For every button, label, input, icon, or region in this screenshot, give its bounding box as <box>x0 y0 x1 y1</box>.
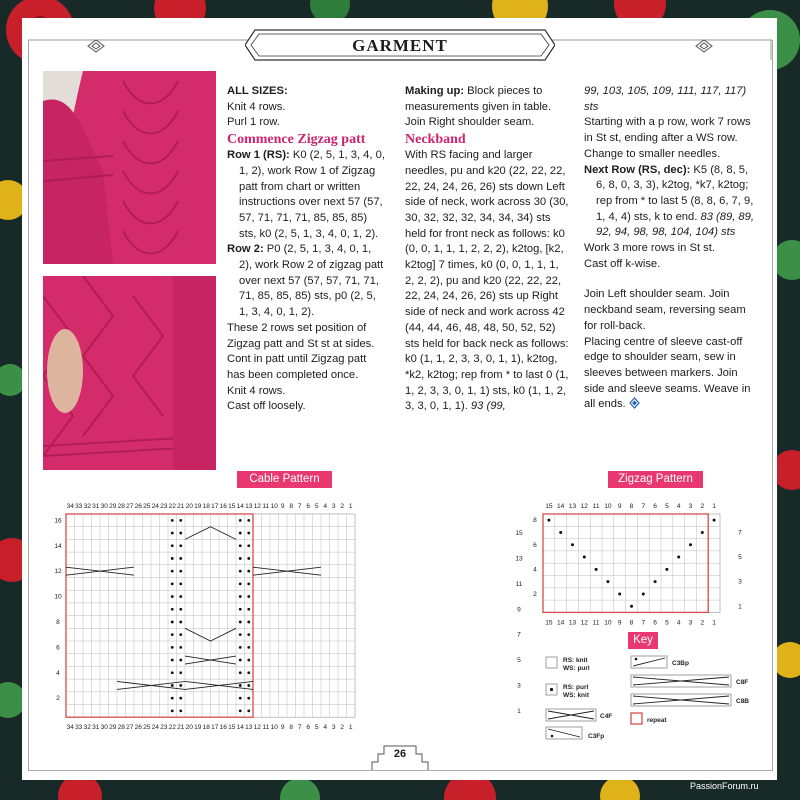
next-row-label: Next Row (RS, dec): <box>584 163 691 176</box>
cable-col-number-top: 32 <box>83 503 91 510</box>
purl-dot <box>247 519 250 522</box>
cable-row-number-right: 5 <box>517 657 521 665</box>
row1-text: K0 (2, 5, 1, 3, 4, 0, 1, 2), work Row 1 of Zigzag patt from chart or written instructions over next 57 (57, 57, 71, 71, 71, 85, 85, 85) sts, k0 (2, 5, 1, 3, 4, 0, 1, 2). <box>239 149 385 240</box>
purl-dot <box>239 608 242 611</box>
zigzag-dot <box>595 568 598 571</box>
cable-col-number-bottom: 5 <box>314 724 319 732</box>
purl-dot <box>247 532 250 535</box>
purl-dot <box>247 570 250 573</box>
key-c3bp: C3Bp <box>672 660 689 667</box>
cable-col-number-top: 30 <box>100 503 108 510</box>
cable-col-number-top: 28 <box>117 503 125 510</box>
zigzag-dot <box>701 531 704 534</box>
zigzag-dot <box>571 543 574 546</box>
zigzag-col-number-top: 12 <box>580 503 588 510</box>
zigzag-col-number-bottom: 14 <box>557 619 565 627</box>
cable-col-number-bottom: 12 <box>253 724 261 732</box>
key-c3fp-dot <box>551 735 554 738</box>
purl-dot <box>247 595 250 598</box>
zigzag-row-number-right: 1 <box>738 603 742 611</box>
zigzag-col-number-top: 6 <box>653 503 657 510</box>
cable-col-number-bottom: 21 <box>177 724 185 732</box>
key-ws-purl: WS: purl <box>563 665 590 672</box>
cable-col-number-bottom: 10 <box>270 724 278 732</box>
cable-col-number-bottom: 14 <box>236 724 244 732</box>
watermark: PassionForum.ru <box>690 781 759 791</box>
zigzag-col-number-top: 2 <box>700 503 705 510</box>
key-c4f: C4F <box>600 713 613 720</box>
purl-dot <box>247 697 250 700</box>
zigzag-col-number-bottom: 15 <box>545 619 553 627</box>
cable-col-number-top: 18 <box>202 503 210 510</box>
purl-dot <box>171 684 174 687</box>
purl-dot <box>239 684 242 687</box>
stitch-count-continued: 99, 103, 105, 109, 111, 117, 117) sts <box>584 85 747 113</box>
cable-row-number-right: 3 <box>517 682 521 690</box>
zigzag-dot <box>630 605 633 608</box>
zigzag-col-number-top: 7 <box>641 503 646 510</box>
cable-col-number-bottom: 30 <box>100 724 108 732</box>
cable-row-number-left: 14 <box>54 542 62 550</box>
cable-col-number-top: 5 <box>314 503 319 510</box>
cable-col-number-top: 17 <box>211 503 219 510</box>
zigzag-col-number-bottom: 11 <box>592 619 600 627</box>
cable-row-number-right: 13 <box>515 555 523 563</box>
purl-dot <box>179 646 182 649</box>
zigzag-col-number-top: 4 <box>676 503 681 510</box>
purl-dot <box>171 570 174 573</box>
key-tag: Key <box>628 632 658 649</box>
making-up-body: Block pieces to measurements given in table. <box>405 85 552 113</box>
work-3-rows: Work 3 more rows in St st. <box>584 242 715 255</box>
zigzag-row-number-right: 7 <box>738 529 742 537</box>
purl-dot <box>247 646 250 649</box>
key-purl-dot <box>550 688 553 691</box>
cable-col-number-bottom: 28 <box>117 724 125 732</box>
purl-dot <box>179 557 182 560</box>
purl-dot <box>179 570 182 573</box>
cable-col-number-top: 1 <box>348 503 353 510</box>
zigzag-heading: Commence Zigzag patt <box>227 132 366 148</box>
cable-col-number-bottom: 24 <box>151 724 159 732</box>
cable-col-number-top: 29 <box>109 503 117 510</box>
page-number: 26 <box>393 748 407 760</box>
key-knit-swatch <box>546 657 557 668</box>
purl-dot <box>247 621 250 624</box>
purl-dot <box>239 671 242 674</box>
purl-dot <box>171 582 174 585</box>
neckband-text: With RS facing and larger needles, pu and k20 (22, 22, 22, 22, 24, 24, 26, 26) sts down Left side of neck, work across 30 (30, 30, 32, 32, 32, 34, 34, 34) sts held for front neck as follows: k0 (0, 0, 1, 1, 1, 2, 2, 2), k2tog, [k2, k2tog] 7 times, k0 (0, 0, 1, 1, 1, 2, 2, 2), pu and k20 (22, 22, 22, 22, 24, 24, 26, 26) sts up Right side of neck and work across 42 (44, 44, 46, 48, 48, 50, 52, 52) sts held for back neck as follows: k0 (1, 1, 2, 3, 3, 0, 1, 1), k2tog, *k2, k2tog; rep from * to last 0 (1, 1, 2, 3, 3, 0, 1, 1) sts, k0 (1, 1, 2, 3, 3, 0, 1, 1). <box>405 149 569 413</box>
purl-dot <box>179 519 182 522</box>
cable-col-number-bottom: 11 <box>262 724 270 732</box>
zigzag-pattern-tag: Zigzag Pattern <box>608 471 703 488</box>
zigzag-dot <box>547 519 550 522</box>
cable-row-number-left: 10 <box>54 593 62 601</box>
zigzag-row-number-left: 8 <box>533 517 537 525</box>
continue-text: Cont in patt until Zigzag patt has been completed once. <box>227 353 367 381</box>
key-repeat-swatch <box>631 713 642 724</box>
zigzag-dot <box>618 592 621 595</box>
cable-row-number-right: 15 <box>515 530 523 538</box>
zigzag-col-number-bottom: 9 <box>617 619 622 627</box>
zigzag-col-number-bottom: 2 <box>700 619 705 627</box>
zigzag-dot <box>583 556 586 559</box>
zigzag-dot <box>642 592 645 595</box>
zigzag-col-number-top: 14 <box>557 503 565 510</box>
knit-4-rows-again: Knit 4 rows. <box>227 384 286 397</box>
cable-col-number-top: 25 <box>143 503 151 510</box>
purl-dot <box>171 519 174 522</box>
cable-row-number-left: 12 <box>54 568 62 576</box>
making-up-label: Making up: <box>405 85 465 97</box>
purl-dot <box>179 582 182 585</box>
neckband-heading: Neckband <box>405 132 466 148</box>
cable-row-number-right: 7 <box>517 631 521 639</box>
cable-col-number-bottom: 16 <box>219 724 227 732</box>
purl-dot <box>247 671 250 674</box>
purl-dot <box>247 544 250 547</box>
cable-col-number-bottom: 32 <box>83 724 91 732</box>
zigzag-row-number-left: 2 <box>533 590 537 598</box>
cable-col-number-top: 12 <box>253 503 261 510</box>
row2-label: Row 2: <box>227 243 264 256</box>
cable-row-number-left: 2 <box>56 695 60 703</box>
cable-col-number-bottom: 3 <box>331 724 336 732</box>
purl-dot <box>239 570 242 573</box>
purl-dot <box>171 646 174 649</box>
zigzag-chart <box>533 503 742 626</box>
cable-col-number-top: 19 <box>194 503 202 510</box>
zigzag-dot <box>689 543 692 546</box>
purl-dot <box>179 697 182 700</box>
key-repeat: repeat <box>647 717 667 724</box>
join-right-shoulder: Join Right shoulder seam. <box>405 116 535 129</box>
cable-col-number-bottom: 29 <box>109 724 117 732</box>
zigzag-row-number-right: 3 <box>738 578 742 586</box>
zigzag-col-number-bottom: 1 <box>712 619 716 627</box>
cable-row-number-left: 6 <box>56 644 60 652</box>
cable-row-number-right: 1 <box>517 707 521 715</box>
cable-col-number-top: 14 <box>236 503 244 510</box>
cable-col-number-top: 9 <box>280 503 285 510</box>
cable-col-number-top: 27 <box>126 503 134 510</box>
cable-col-number-bottom: 4 <box>323 724 328 732</box>
cable-col-number-top: 20 <box>185 503 193 510</box>
set-position-text: These 2 rows set position of Zigzag patt and St st at sides. <box>227 321 375 350</box>
zigzag-dot <box>713 519 716 522</box>
purl-dot <box>171 557 174 560</box>
change-needles: Change to smaller needles. <box>584 147 721 160</box>
purl-dot <box>247 684 250 687</box>
cable-col-number-bottom: 8 <box>289 724 294 732</box>
key-c3fp: C3Fp <box>588 733 605 740</box>
zigzag-col-number-top: 15 <box>545 503 553 510</box>
cable-col-number-top: 10 <box>270 503 278 510</box>
purl-dot <box>239 532 242 535</box>
cable-col-number-bottom: 13 <box>245 724 253 732</box>
zigzag-col-number-bottom: 13 <box>568 619 577 627</box>
purl-dot <box>171 697 174 700</box>
zigzag-row-number-left: 6 <box>533 541 537 549</box>
key-c8f: C8F <box>736 679 749 686</box>
knit-4-rows: Knit 4 rows. <box>227 100 286 113</box>
cable-col-number-bottom: 1 <box>348 724 353 732</box>
cable-row-number-left: 8 <box>56 618 60 626</box>
zigzag-row-number-right: 5 <box>738 554 742 562</box>
purl-dot <box>171 544 174 547</box>
cast-off-loosely: Cast off loosely. <box>227 400 306 413</box>
cable-col-number-bottom: 15 <box>228 724 236 732</box>
purl-dot <box>179 544 182 547</box>
key-c8b: C8B <box>736 698 750 705</box>
cable-col-number-top: 16 <box>219 503 227 510</box>
purl-dot <box>179 671 182 674</box>
cable-col-number-top: 15 <box>228 503 236 510</box>
purl-dot <box>179 633 182 636</box>
key-c3bp-dot <box>635 658 638 661</box>
purl-dot <box>179 709 182 712</box>
purl-dot <box>239 659 242 662</box>
cable-col-number-bottom: 6 <box>306 724 311 732</box>
purl-dot <box>239 595 242 598</box>
purl-dot <box>247 709 250 712</box>
purl-dot <box>179 608 182 611</box>
cable-col-number-bottom: 9 <box>280 724 285 732</box>
cable-col-number-top: 26 <box>134 503 142 510</box>
row1-label: Row 1 (RS): <box>227 149 290 162</box>
cable-col-number-bottom: 31 <box>92 724 100 732</box>
key-rs-purl: RS: purl <box>563 684 589 691</box>
purl-dot <box>239 646 242 649</box>
cable-col-number-bottom: 19 <box>194 724 202 732</box>
cable-col-number-top: 34 <box>66 503 74 510</box>
purl-dot <box>171 608 174 611</box>
zigzag-col-number-bottom: 7 <box>641 619 646 627</box>
cable-col-number-top: 3 <box>331 503 336 510</box>
cable-col-number-top: 24 <box>151 503 159 510</box>
cable-col-number-bottom: 22 <box>168 724 176 732</box>
purl-dot <box>171 659 174 662</box>
cable-col-number-top: 7 <box>297 503 302 510</box>
purl-dot <box>239 557 242 560</box>
all-sizes-label: ALL SIZES: <box>227 85 288 97</box>
cable-row-number-left: 16 <box>54 517 62 525</box>
zigzag-col-number-bottom: 6 <box>653 619 657 627</box>
next-row-text: K5 (8, 8, 5, 6, 8, 0, 3, 3), k2tog, *k7, k2tog; rep from * to last 5 (8, 8, 6, 7, 9, 1, 4, 4) sts, k to end. <box>596 163 754 223</box>
cable-col-number-bottom: 33 <box>75 724 83 732</box>
cable-col-number-top: 13 <box>245 503 253 510</box>
starting-p-row: Starting with a p row, work 7 rows in St st, ending after a WS row. <box>584 116 751 145</box>
purl-dot <box>247 659 250 662</box>
cable-col-number-bottom: 27 <box>126 724 134 732</box>
cable-col-number-top: 11 <box>262 503 270 510</box>
purl-dot <box>239 582 242 585</box>
purl-dot <box>179 684 182 687</box>
next-row-count: 83 (89, 89, 92, 94, 98, 98, 104, 104) sts <box>596 210 754 239</box>
cable-col-number-top: 2 <box>340 503 345 510</box>
cable-col-number-bottom: 26 <box>134 724 142 732</box>
cable-col-number-top: 33 <box>75 503 83 510</box>
zigzag-col-number-top: 1 <box>712 503 716 510</box>
cable-col-number-bottom: 17 <box>211 724 219 732</box>
cable-col-number-top: 21 <box>177 503 185 510</box>
cable-col-number-bottom: 20 <box>185 724 193 732</box>
purl-dot <box>239 697 242 700</box>
cable-pattern-tag: Cable Pattern <box>237 471 332 488</box>
cable-col-number-bottom: 25 <box>143 724 151 732</box>
cable-col-number-top: 6 <box>306 503 311 510</box>
key-ws-knit: WS: knit <box>563 692 589 699</box>
purl-dot <box>247 582 250 585</box>
zigzag-col-number-bottom: 4 <box>676 619 681 627</box>
cable-col-number-bottom: 23 <box>160 724 168 732</box>
zigzag-col-number-bottom: 12 <box>580 619 588 627</box>
zigzag-col-number-top: 11 <box>592 503 600 510</box>
zigzag-col-number-top: 3 <box>688 503 693 510</box>
purl-dot <box>179 621 182 624</box>
zigzag-row-number-left: 4 <box>533 566 537 574</box>
purl-dot <box>171 532 174 535</box>
placing-text: Placing centre of sleeve cast-off edge to shoulder seam, sew in sleeves between markers. Join side and sleeve seams. Weave in all ends. <box>584 335 751 411</box>
zigzag-col-number-bottom: 3 <box>688 619 693 627</box>
cable-col-number-top: 31 <box>92 503 100 510</box>
purl-dot <box>247 633 250 636</box>
neckband-stitch-count: 93 (99, <box>467 400 506 413</box>
purl-dot <box>247 557 250 560</box>
purl-1-row: Purl 1 row. <box>227 116 280 129</box>
purl-dot <box>179 659 182 662</box>
purl-dot <box>239 621 242 624</box>
purl-dot <box>171 633 174 636</box>
zigzag-dot <box>677 556 680 559</box>
cable-col-number-bottom: 7 <box>297 724 302 732</box>
row2-text: P0 (2, 5, 1, 3, 4, 0, 1, 2), work Row 2 of zigzag patt over next 57 (57, 57, 71, 71, 71, 85, 85, 85) sts, p0 (2, 5, 1, 3, 4, 0, 1, 2). <box>239 243 384 319</box>
purl-dot <box>171 709 174 712</box>
cable-row-number-left: 4 <box>56 669 60 677</box>
cable-col-number-bottom: 34 <box>66 724 74 732</box>
purl-dot <box>171 595 174 598</box>
zigzag-col-number-top: 8 <box>629 503 634 510</box>
cable-col-number-bottom: 18 <box>202 724 210 732</box>
zigzag-dot <box>665 568 668 571</box>
zigzag-dot <box>606 580 609 583</box>
purl-dot <box>239 633 242 636</box>
zigzag-col-number-top: 5 <box>665 503 669 510</box>
purl-dot <box>179 595 182 598</box>
key-rs-knit: RS: knit <box>563 657 588 664</box>
purl-dot <box>179 532 182 535</box>
cable-chart <box>54 503 523 731</box>
purl-dot <box>171 671 174 674</box>
section-title: GARMENT <box>352 36 448 55</box>
cable-col-number-bottom: 2 <box>340 724 345 732</box>
join-left-shoulder: Join Left shoulder seam. Join neckband seam, reversing seam for roll-back. <box>584 288 746 332</box>
cable-col-number-top: 22 <box>168 503 176 510</box>
cable-col-number-top: 8 <box>289 503 294 510</box>
zigzag-dot <box>654 580 657 583</box>
cast-off-kwise: Cast off k-wise. <box>584 257 661 270</box>
purl-dot <box>247 608 250 611</box>
zigzag-col-number-top: 9 <box>617 503 622 510</box>
purl-dot <box>171 621 174 624</box>
chart-key <box>546 656 749 740</box>
purl-dot <box>239 519 242 522</box>
zigzag-col-number-top: 10 <box>604 503 612 510</box>
purl-dot <box>239 544 242 547</box>
purl-dot <box>239 709 242 712</box>
zigzag-col-number-bottom: 10 <box>604 619 612 627</box>
cable-col-number-top: 4 <box>323 503 328 510</box>
zigzag-dot <box>559 531 562 534</box>
cable-row-number-right: 9 <box>517 606 521 614</box>
cable-row-number-right: 11 <box>515 580 523 588</box>
cable-col-number-top: 23 <box>160 503 168 510</box>
zigzag-col-number-bottom: 5 <box>665 619 669 627</box>
zigzag-col-number-top: 13 <box>568 503 577 510</box>
zigzag-col-number-bottom: 8 <box>629 619 634 627</box>
